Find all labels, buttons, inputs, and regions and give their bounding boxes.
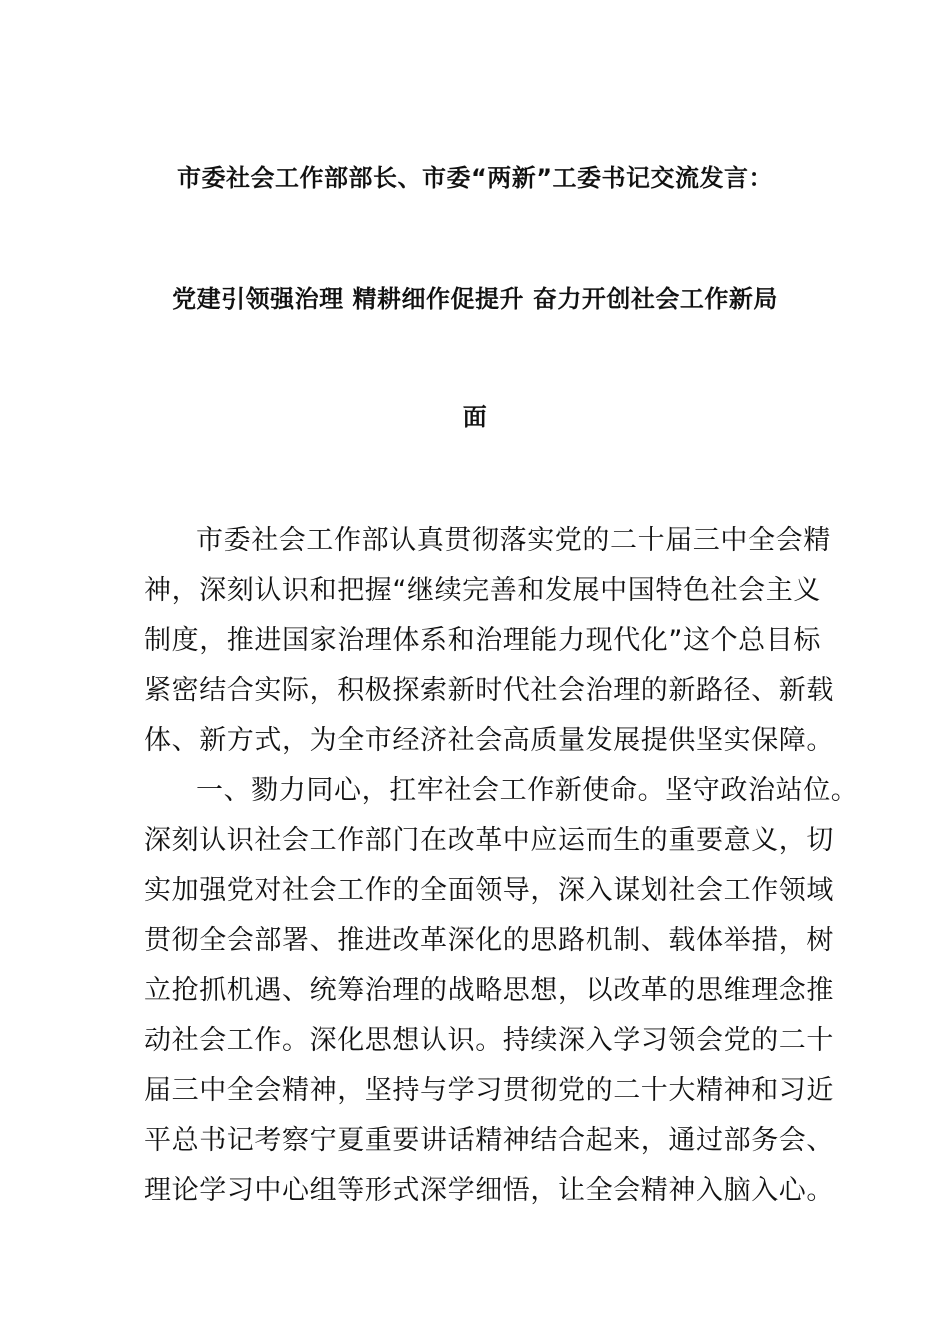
paragraph-2-line-2: 深刻认识社会工作部门在改革中应运而生的重要意义，切: [144, 825, 834, 856]
paragraph-2-line-3: 实加强党对社会工作的全面领导，深入谋划社会工作领域: [144, 875, 834, 906]
title-line-3: 面: [462, 403, 488, 431]
paragraph-1-line-4: 紧密结合实际，积极探索新时代社会治理的新路径、新载: [144, 675, 834, 706]
paragraph-2-line-4: 贯彻全会部署、推进改革深化的思路机制、载体举措，树: [144, 925, 834, 956]
paragraph-2-line-6: 动社会工作。深化思想认识。持续深入学习领会党的二十: [144, 1025, 834, 1056]
title-line-1: 市委社会工作部部长、市委“两新”工委书记交流发言：: [176, 164, 774, 192]
paragraph-1-line-5: 体、新方式，为全市经济社会高质量发展提供坚实保障。: [144, 725, 834, 756]
paragraph-2-line-8: 平总书记考察宁夏重要讲话精神结合起来，通过部务会、: [144, 1125, 834, 1156]
paragraph-2-line-5: 立抢抓机遇、统筹治理的战略思想，以改革的思维理念推: [144, 975, 834, 1006]
paragraph-2-line-9: 理论学习中心组等形式深学细悟，让全会精神入脑入心。: [144, 1175, 834, 1206]
title-line-2: 党建引领强治理 精耕细作促提升 奋力开创社会工作新局: [172, 285, 778, 313]
paragraph-1-line-2: 神，深刻认识和把握“继续完善和发展中国特色社会主义: [144, 575, 821, 606]
paragraph-2-line-7: 届三中全会精神，坚持与学习贯彻党的二十大精神和习近: [144, 1075, 834, 1106]
paragraph-1-line-1: 市委社会工作部认真贯彻落实党的二十届三中全会精: [196, 525, 831, 556]
paragraph-2-line-1: 一、勠力同心，扛牢社会工作新使命。坚守政治站位。: [196, 775, 859, 806]
paragraph-1-line-3: 制度，推进国家治理体系和治理能力现代化”这个总目标: [144, 625, 821, 656]
